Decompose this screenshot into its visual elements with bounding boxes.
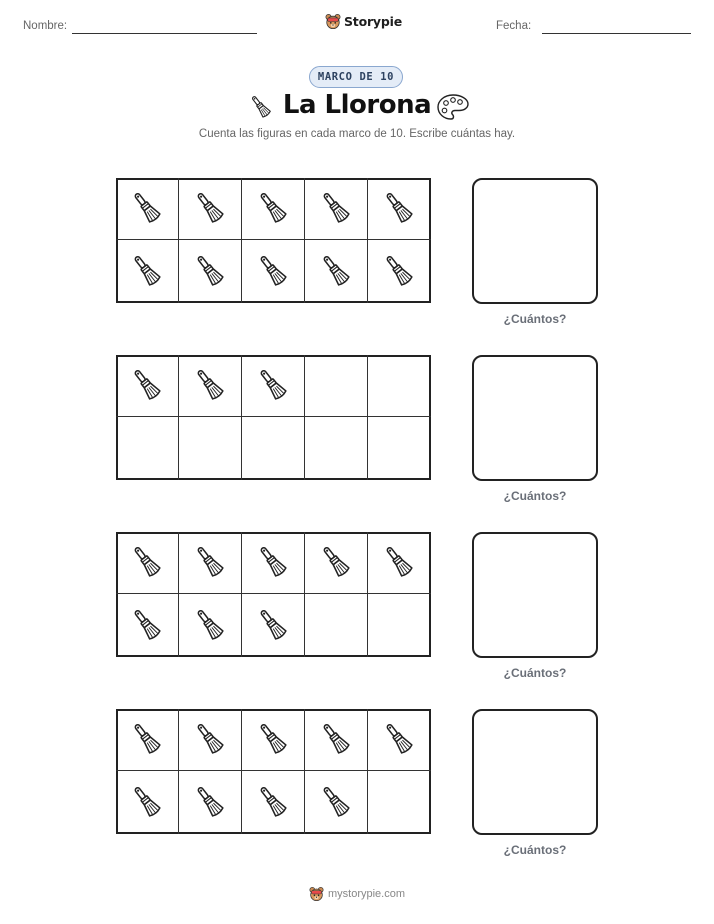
name-label: Nombre: (23, 20, 68, 32)
paintbrush-icon (129, 253, 165, 289)
paintbrush-icon (255, 544, 291, 580)
frame-cell (368, 594, 431, 657)
palette-icon (436, 93, 470, 121)
date-label: Fecha: (496, 20, 532, 32)
ten-frame (116, 178, 431, 303)
frame-cell (116, 417, 179, 480)
frame-cell (305, 240, 368, 303)
page-title: La Llorona (282, 90, 432, 120)
paintbrush-icon (318, 544, 354, 580)
paintbrush-icon (255, 190, 291, 226)
frame-cell (242, 771, 305, 834)
paintbrush-icon (255, 784, 291, 820)
frame-cell (242, 355, 305, 417)
bear-mascot-icon (325, 13, 341, 30)
paintbrush-icon (318, 721, 354, 757)
footer (0, 886, 714, 902)
frame-cell (179, 771, 242, 834)
ten-frame (116, 532, 431, 657)
frame-cell (179, 178, 242, 240)
answer-box[interactable] (472, 709, 598, 835)
footer-url: mystorypie.com (327, 888, 406, 900)
name-line[interactable] (72, 33, 257, 34)
paintbrush-icon (381, 190, 417, 226)
frame-cell (305, 709, 368, 771)
frame-cell (242, 532, 305, 594)
frame-cell (368, 709, 431, 771)
frame-cell (368, 417, 431, 480)
frame-cell (305, 771, 368, 834)
paintbrush-icon (192, 190, 228, 226)
bear-mascot-icon (309, 886, 324, 902)
paintbrush-icon (255, 367, 291, 403)
frame-cell (116, 532, 179, 594)
frame-cell (242, 178, 305, 240)
frame-cell (179, 240, 242, 303)
how-many-label: ¿Cuántos? (503, 666, 567, 680)
paintbrush-icon (381, 253, 417, 289)
frame-cell (368, 532, 431, 594)
paintbrush-icon (129, 721, 165, 757)
answer-box[interactable] (472, 532, 598, 658)
ten-frame (116, 355, 431, 480)
date-line[interactable] (542, 33, 691, 34)
frame-cell (242, 240, 305, 303)
frame-cell (116, 355, 179, 417)
paintbrush-icon (192, 784, 228, 820)
paintbrush-icon (129, 607, 165, 643)
frame-cell (179, 532, 242, 594)
frame-cell (368, 240, 431, 303)
paintbrush-icon (318, 253, 354, 289)
paintbrush-icon (192, 544, 228, 580)
paintbrush-icon (192, 607, 228, 643)
paintbrush-icon (192, 253, 228, 289)
how-many-label: ¿Cuántos? (503, 489, 567, 503)
frame-cell (368, 771, 431, 834)
frame-cell (242, 709, 305, 771)
frame-cell (179, 709, 242, 771)
paintbrush-icon (129, 367, 165, 403)
frame-cell (305, 532, 368, 594)
answer-box[interactable] (472, 355, 598, 481)
frame-cell (116, 240, 179, 303)
paintbrush-icon (129, 784, 165, 820)
how-many-label: ¿Cuántos? (503, 843, 567, 857)
frame-cell (305, 417, 368, 480)
brand-logo (325, 13, 402, 30)
brand-name: Storypie (344, 14, 402, 29)
frame-cell (305, 355, 368, 417)
paintbrush-icon (129, 544, 165, 580)
how-many-label: ¿Cuántos? (503, 312, 567, 326)
instructions: Cuenta las figuras en cada marco de 10. Escribe cuántas hay. (198, 128, 516, 140)
paintbrush-icon (255, 253, 291, 289)
frame-cell (242, 594, 305, 657)
frame-cell (179, 594, 242, 657)
frame-cell (116, 178, 179, 240)
paintbrush-icon (318, 190, 354, 226)
frame-cell (368, 178, 431, 240)
paintbrush-icon (318, 784, 354, 820)
frame-cell (116, 594, 179, 657)
frame-cell (242, 417, 305, 480)
ten-frame (116, 709, 431, 834)
frame-cell (305, 178, 368, 240)
paintbrush-icon (381, 544, 417, 580)
paintbrush-icon (192, 721, 228, 757)
paintbrush-icon (381, 721, 417, 757)
paintbrush-icon (255, 607, 291, 643)
paintbrush-icon (255, 721, 291, 757)
worksheet-type-badge: MARCO DE 10 (309, 66, 403, 88)
frame-cell (179, 355, 242, 417)
frame-cell (179, 417, 242, 480)
answer-box[interactable] (472, 178, 598, 304)
frame-cell (305, 594, 368, 657)
frame-cell (368, 355, 431, 417)
frame-cell (116, 771, 179, 834)
paintbrush-icon (192, 367, 228, 403)
frame-cell (116, 709, 179, 771)
paintbrush-icon (129, 190, 165, 226)
